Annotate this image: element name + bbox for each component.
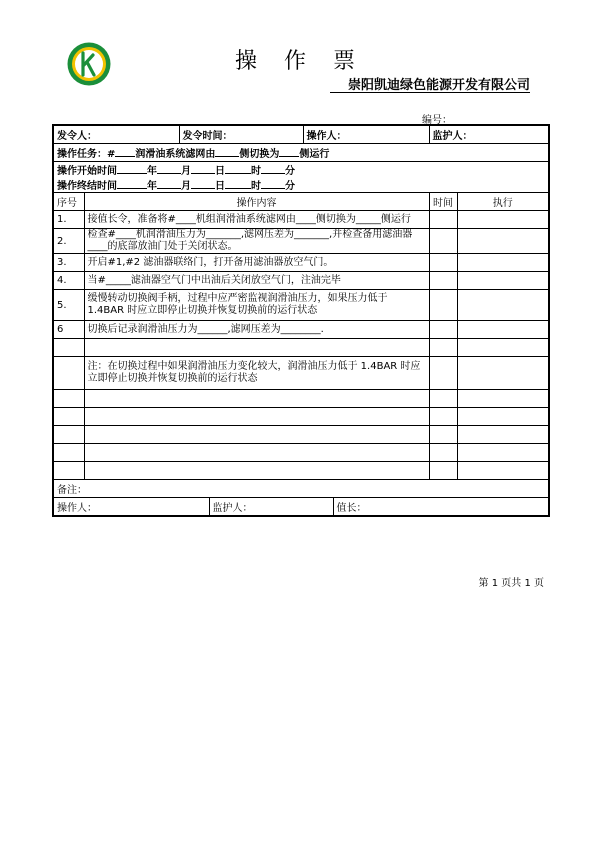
serial-number-label: 编号： [422,115,452,126]
step-time-cell[interactable] [429,290,457,321]
step-exec-cell[interactable] [457,290,549,321]
signature-row [53,498,549,517]
step-exec-cell[interactable] [457,321,549,339]
task-hash: # [107,149,116,160]
supervisor-field[interactable]: 监护人： [429,125,549,144]
step-exec-cell[interactable] [457,462,549,480]
step-exec-cell[interactable] [457,229,549,254]
page-number: 第 1 页共 1 页 [478,578,544,589]
remarks-field[interactable] [53,480,549,498]
shift-leader-signature[interactable]: 值长： [333,498,549,517]
step-number [53,357,84,390]
step-exec-cell[interactable] [457,408,549,426]
issuer-field[interactable]: 发令人： [53,125,179,144]
step-content [84,339,429,357]
step-number: 6 [53,321,84,339]
time-header: 时间 [429,193,457,211]
step-row [53,211,549,229]
end-minute-label: 分 [285,181,295,192]
step-number: 5. [53,290,84,321]
issue-time-field[interactable]: 发令时间： [179,125,303,144]
step-time-cell[interactable] [429,211,457,229]
step-content: 注：在切换过程中如果润滑油压力变化较大，润滑油压力低于 1.4BAR 时应立即停止切换并恢复切换前的运行状态 [84,357,429,390]
step-content [84,462,429,480]
column-header-row [53,193,549,211]
task-text-2: 侧切换为 [239,149,280,160]
step-content: 检查#____机润滑油压力为_______,滤网压差为_______,并检查备用滤油器____的底部放油门处于关闭状态。 [84,229,429,254]
task-row [53,144,549,162]
end-time-field[interactable] [53,177,549,193]
step-exec-cell[interactable] [457,254,549,272]
start-time-field[interactable] [53,162,549,178]
start-month-label: 月 [181,166,191,177]
start-day-label: 日 [215,166,225,177]
step-time-cell[interactable] [429,254,457,272]
step-number: 2. [53,229,84,254]
step-row [53,357,549,390]
step-time-cell[interactable] [429,390,457,408]
task-text-1: 润滑油系统滤网由 [135,149,216,160]
step-exec-cell[interactable] [457,357,549,390]
step-row [53,462,549,480]
step-number [53,339,84,357]
step-content: 开启#1,#2 滤油器联络门，打开备用滤油器放空气门。 [84,254,429,272]
step-number: 1. [53,211,84,229]
exec-header: 执行 [457,193,549,211]
step-exec-cell[interactable] [457,444,549,462]
step-time-cell[interactable] [429,272,457,290]
step-exec-cell[interactable] [457,272,549,290]
page-title: 操 作 票 [235,49,365,74]
remarks-label: 备注： [57,485,87,496]
step-time-cell[interactable] [429,462,457,480]
info-row [53,125,549,144]
step-content [84,426,429,444]
step-content: 当#_____滤油器空气门中出油后关闭放空气门，注油完毕 [84,272,429,290]
step-row [53,339,549,357]
start-minute-label: 分 [285,166,295,177]
step-row [53,408,549,426]
supervisor-signature[interactable]: 监护人： [209,498,333,517]
step-time-cell[interactable] [429,408,457,426]
start-hour-label: 时 [251,166,261,177]
step-number [53,444,84,462]
step-content: 切换后记录润滑油压力为______,滤网压差为________. [84,321,429,339]
start-year-label: 年 [147,166,157,177]
step-row [53,290,549,321]
step-time-cell[interactable] [429,229,457,254]
step-row [53,254,549,272]
step-row [53,390,549,408]
step-row [53,444,549,462]
end-month-label: 月 [181,181,191,192]
operation-task-field[interactable] [53,144,549,162]
task-text-3: 侧运行 [299,149,330,160]
step-number: 3. [53,254,84,272]
end-hour-label: 时 [251,181,261,192]
step-exec-cell[interactable] [457,390,549,408]
step-number [53,408,84,426]
step-exec-cell[interactable] [457,339,549,357]
operator-field[interactable]: 操作人： [303,125,429,144]
step-number: 4. [53,272,84,290]
step-time-cell[interactable] [429,357,457,390]
remarks-row [53,480,549,498]
step-number [53,462,84,480]
end-day-label: 日 [215,181,225,192]
step-time-cell[interactable] [429,444,457,462]
step-exec-cell[interactable] [457,211,549,229]
start-time-row [53,162,549,178]
end-year-label: 年 [147,181,157,192]
operation-ticket-table [52,124,550,517]
step-content: 缓慢转动切换阀手柄，过程中应严密监视润滑油压力，如果压力低于 1.4BAR 时应立即停止切换并恢复切换前的运行状态 [84,290,429,321]
content-header: 操作内容 [84,193,429,211]
step-number [53,426,84,444]
start-time-label: 操作开始时间 [57,166,117,177]
end-time-label: 操作终结时间 [57,181,117,192]
seq-header: 序号 [53,193,84,211]
header-rule [330,92,530,93]
operator-signature[interactable]: 操作人： [53,498,209,517]
step-row [53,229,549,254]
step-content: 接值长令，准备将#____机组润滑油系统滤网由____侧切换为_____侧运行 [84,211,429,229]
step-time-cell[interactable] [429,426,457,444]
step-row [53,426,549,444]
step-row [53,321,549,339]
step-content [84,408,429,426]
end-time-row [53,177,549,193]
step-content [84,444,429,462]
step-content [84,390,429,408]
step-time-cell[interactable] [429,339,457,357]
step-number [53,390,84,408]
step-time-cell[interactable] [429,321,457,339]
company-name: 崇阳凯迪绿色能源开发有限公司 [347,78,530,93]
task-label: 操作任务： [57,149,107,160]
step-exec-cell[interactable] [457,426,549,444]
step-row [53,272,549,290]
